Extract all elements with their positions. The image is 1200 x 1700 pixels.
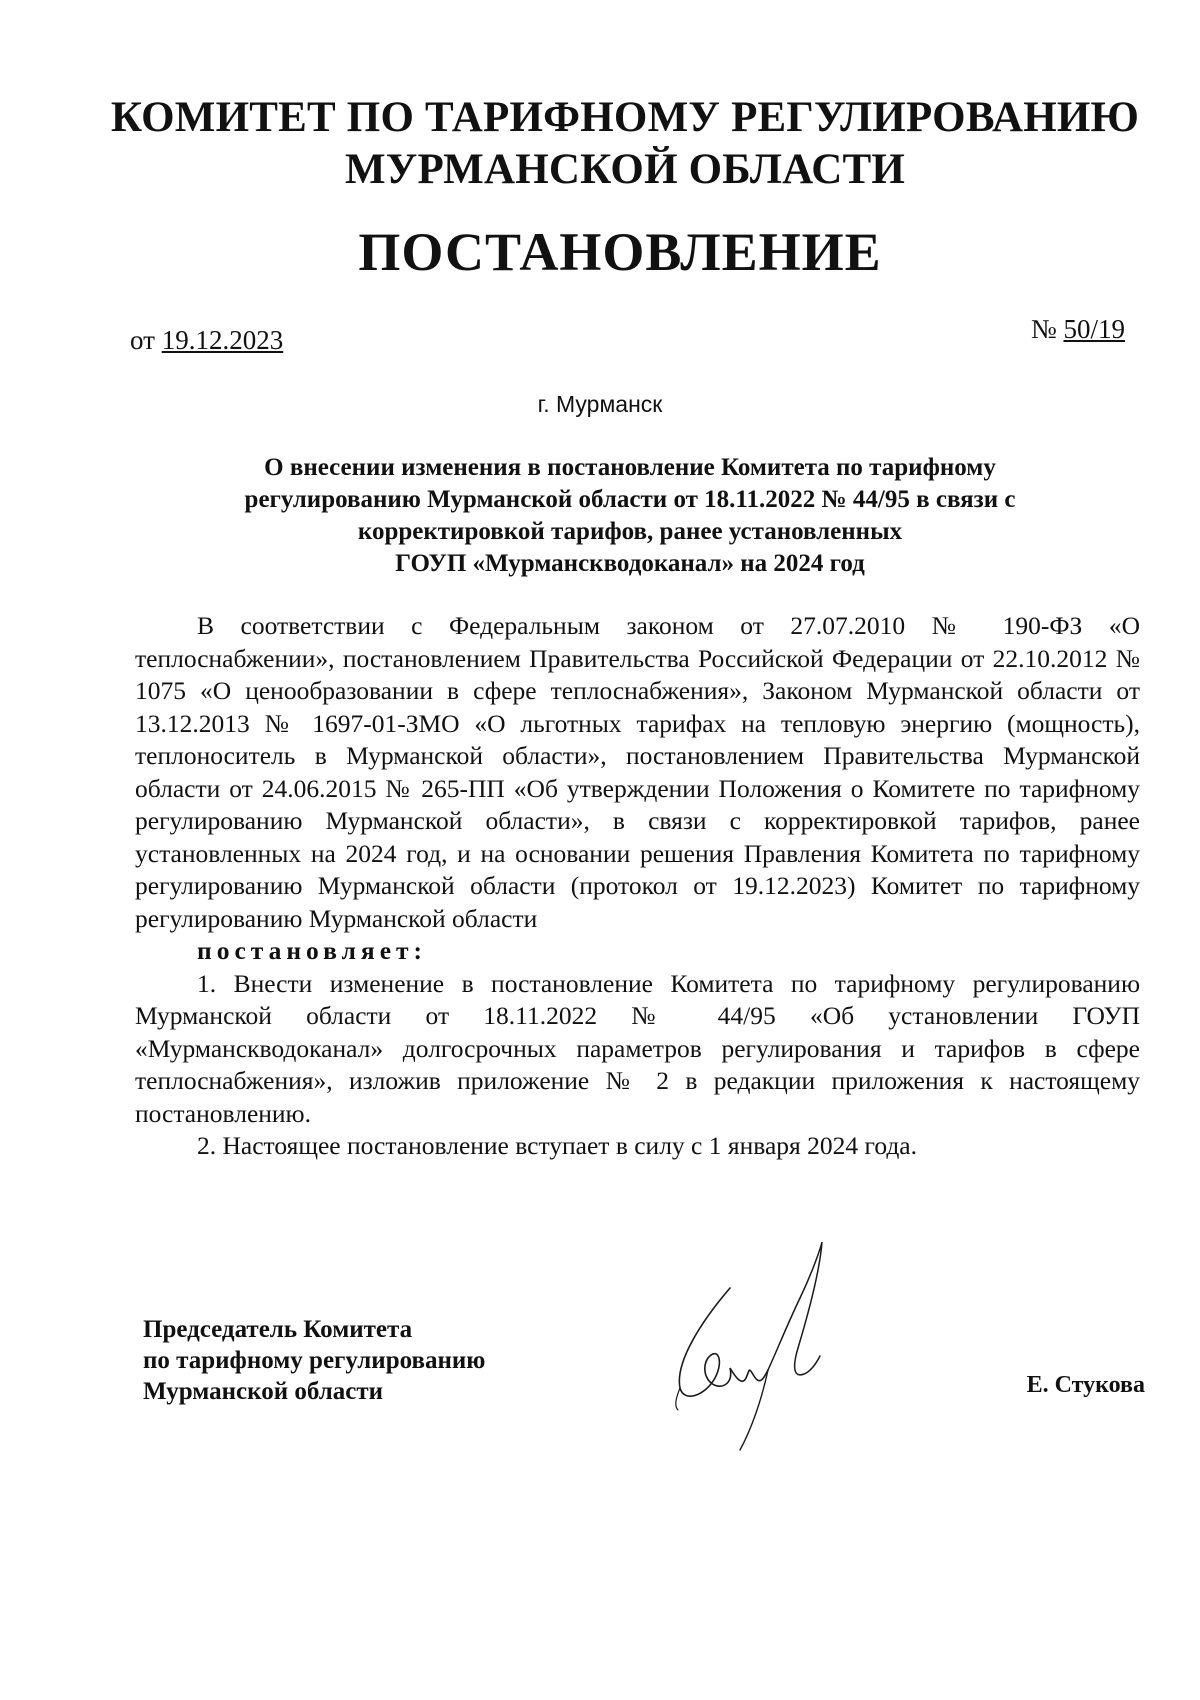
item-text: Настоящее постановление вступает в силу с 1 января 2024 года.: [222, 1131, 918, 1160]
signatory-name: Е. Стукова: [1026, 1372, 1145, 1398]
city: г. Мурманск: [537, 391, 663, 417]
document-type: ПОСТАНОВЛЕНИЕ: [358, 222, 882, 282]
title-line: О внесении изменения в постановление Комитета по тарифному: [264, 454, 996, 481]
handwritten-signature-icon: [660, 1228, 880, 1458]
signatory-position-line: по тарифному регулированию: [143, 1347, 486, 1374]
organization-name-line-2: МУРМАНСКОЙ ОБЛАСТИ: [344, 146, 906, 193]
organization-name-line-1: КОМИТЕТ ПО ТАРИФНОМУ РЕГУЛИРОВАНИЮ: [110, 94, 1140, 141]
date-value: 19.12.2023: [161, 325, 284, 355]
item-text: Внести изменение в постановление Комитета по тарифному регулированию Мурманской области от 18.11.2022 № 44/95 «Об установлении ГОУП «Мурманскводоканал» долгосрочных параметров регулирования и тарифов в сфере теплоснабжения», изложив приложение № 2 в редакции приложения к настоящему постановлению.: [135, 968, 1141, 1128]
preamble-paragraph: В соответствии с Федеральным законом от 27.07.2010 № 190-ФЗ «О теплоснабжении», постановлением Правительства Российской Федерации от 22.10.2012 № 1075 «О ценообразовании в сфере теплоснабжения», Законом Мурманской области от 13.12.2013 № 1697-01-ЗМО «О льготных тарифах на тепловую энергию (мощность), теплоноситель в Мурманской области», постановлением Правительства Мурманской области от 24.06.2015 № 265-ПП «Об утверждении Положения о Комитете по тарифному регулированию Мурманской области», в связи с корректировкой тарифов, ранее установленных на 2024 год, и на основании решения Правления Комитета по тарифному регулированию Мурманской области (протокол от 19.12.2023) Комитет по тарифному регулированию Мурманской области: [135, 611, 1140, 933]
document-body: [135, 610, 1140, 1163]
title-line: корректировкой тарифов, ранее установленных: [357, 518, 903, 545]
title-line: регулированию Мурманской области от 18.11.2022 № 44/95 в связи с: [244, 486, 1016, 513]
signatory-position-line: Мурманской области: [143, 1378, 384, 1405]
signatory-position: [143, 1314, 485, 1407]
document-number: [1031, 313, 1125, 345]
organization-name: [100, 92, 1150, 196]
item-number: 2.: [197, 1131, 217, 1160]
resolution-item-2: [135, 1130, 1140, 1163]
number-value: 50/19: [1063, 314, 1125, 344]
signatory-position-line: Председатель Комитета: [143, 1316, 413, 1343]
date-prefix: от: [130, 325, 155, 355]
document-title: [160, 452, 1100, 580]
number-prefix: №: [1030, 314, 1057, 344]
resolution-item-1: [135, 968, 1140, 1131]
document-date: [130, 324, 283, 356]
resolves-keyword: постановляет:: [197, 936, 428, 965]
item-number: 1.: [197, 968, 217, 998]
title-line: ГОУП «Мурманскводоканал» на 2024 год: [395, 550, 865, 577]
